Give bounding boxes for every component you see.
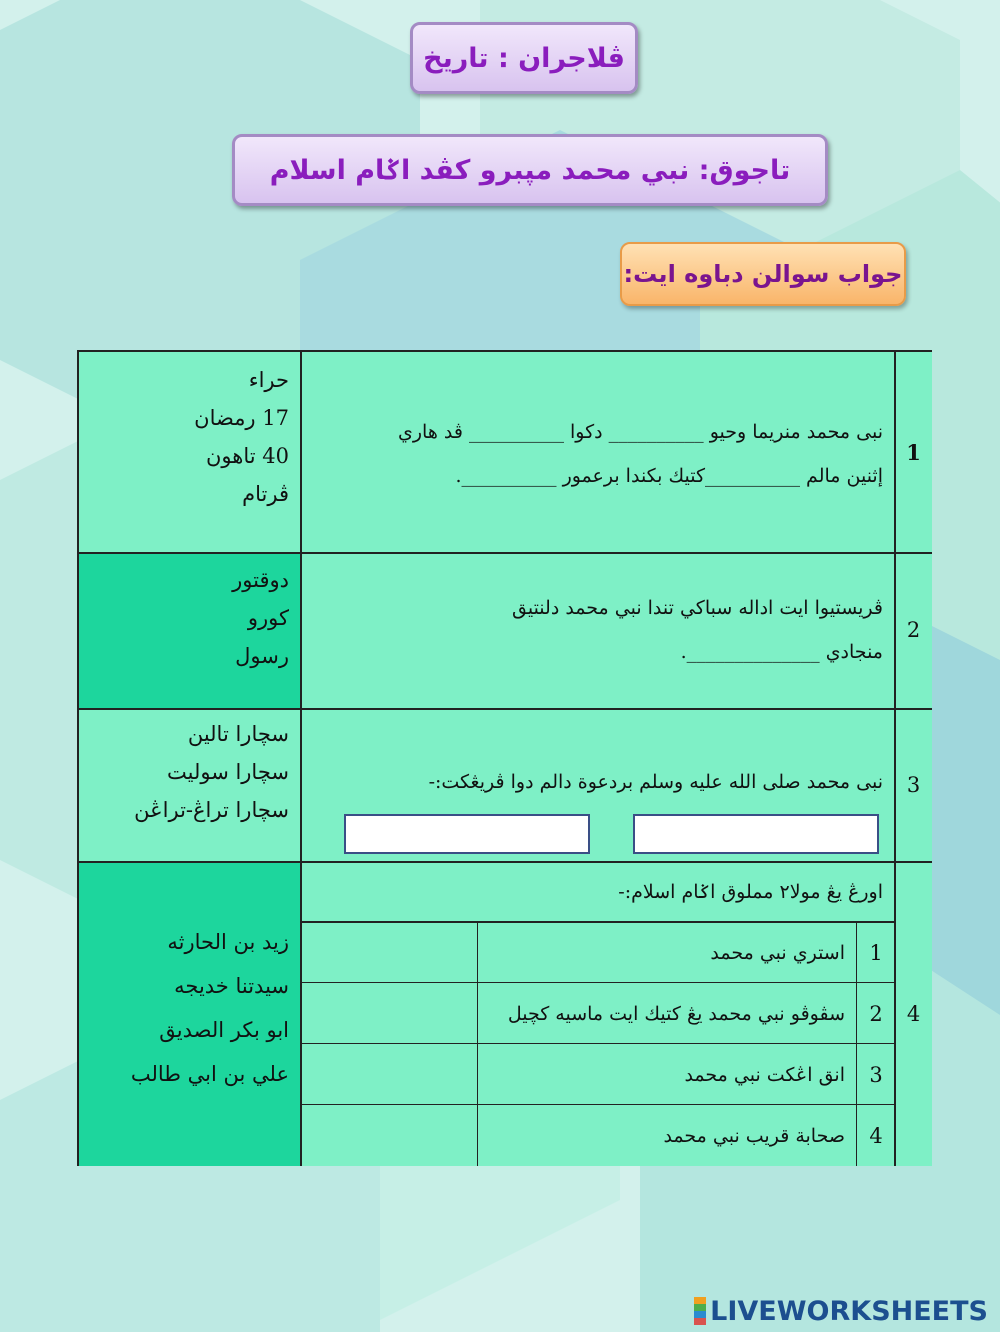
question-line: نبى محمد صلى الله عليه وسلم بردعوة دالم دوا ڤريڠكت:- [428,771,883,793]
question-2 [301,552,895,708]
brand-icon [694,1297,706,1325]
question-number: 4 [895,862,932,1166]
option-text[interactable]: ابو بكر الصديق [159,1018,289,1042]
option-text[interactable]: سيدتنا خديجه [174,974,289,998]
question-number: 2 [895,552,932,708]
brand-text: LIVEWORKSHEETS [710,1295,988,1327]
option-text[interactable]: سچارا تراڠ-تراڠن [134,798,289,822]
options-cell-2 [79,552,301,708]
option-text[interactable]: حراء [248,368,289,392]
option-text[interactable]: سچارا سوليت [166,760,289,784]
answer-slot-1[interactable] [301,922,478,983]
table-divider [856,922,857,1166]
question-line: إثنين مالم __________كتيك بكندا برعمور __________. [455,465,883,487]
subject-title: ڤلاجران : تاريخ [410,22,638,94]
worksheet-table [77,350,932,1166]
row-text: صحابة قريب نبي محمد [663,1124,845,1147]
table-divider [301,921,895,923]
answer-box-right[interactable] [633,814,879,854]
row-text: انق اڠكت نبي محمد [684,1063,845,1086]
option-text[interactable]: دوقتور [232,568,289,592]
table-divider [301,982,895,983]
row-number: 3 [869,1062,883,1087]
answer-slot-3[interactable] [301,1044,478,1105]
question-line: نبى محمد منريما وحيو __________ دكوا __________ ڤد هاري [397,421,883,443]
question-number: 1 [895,352,932,552]
option-text[interactable]: ڤرتام [242,482,289,506]
row-text: استري نبي محمد [710,941,845,964]
table-divider [79,708,932,710]
table-divider [79,552,932,554]
option-text[interactable]: کورو [247,606,289,630]
question-line: منجادي ______________. [680,641,883,663]
row-number: 2 [869,1001,883,1026]
option-text[interactable]: زيد بن الحارثه [167,930,289,954]
option-text[interactable]: رسول [235,644,289,668]
row-number: 4 [869,1123,883,1148]
question-line: ڤريستيوا ايت اداله سباکي تندا نبي محمد دلنتيق [511,597,883,619]
table-divider [477,922,478,1166]
row-text: سڤوڤو نبي محمد يڠ كتيك ايت ماسيه كچيل [507,1002,845,1025]
options-cell-3 [79,708,301,862]
topic-title: تاجوق: نبي محمد مپبرو كڤد اݢام اسلام [232,134,828,206]
answer-box-left[interactable] [344,814,590,854]
option-text[interactable]: علي بن ابي طالب [130,1062,289,1086]
question-number: 3 [895,708,932,862]
answer-slot-4[interactable] [301,1105,478,1166]
table-divider [301,1104,895,1105]
option-text[interactable]: 40 تاهون [206,444,289,468]
row-number: 1 [869,940,883,965]
question-1 [301,352,895,552]
options-cell-1 [79,352,301,552]
answer-slot-2[interactable] [301,983,478,1044]
table-divider [79,861,932,863]
instruction-label: جواب سوالن دباوه ايت: [620,242,906,306]
options-cell-4 [79,862,301,1166]
option-text[interactable]: 17 رمضان [194,406,289,430]
option-text[interactable]: سچارا تالين [187,722,289,746]
brand-logo [694,1294,988,1328]
table-divider [301,1043,895,1044]
question-4-heading: اورڠ يڠ مولا٢ مملوق اݢام اسلام:- [301,862,895,922]
